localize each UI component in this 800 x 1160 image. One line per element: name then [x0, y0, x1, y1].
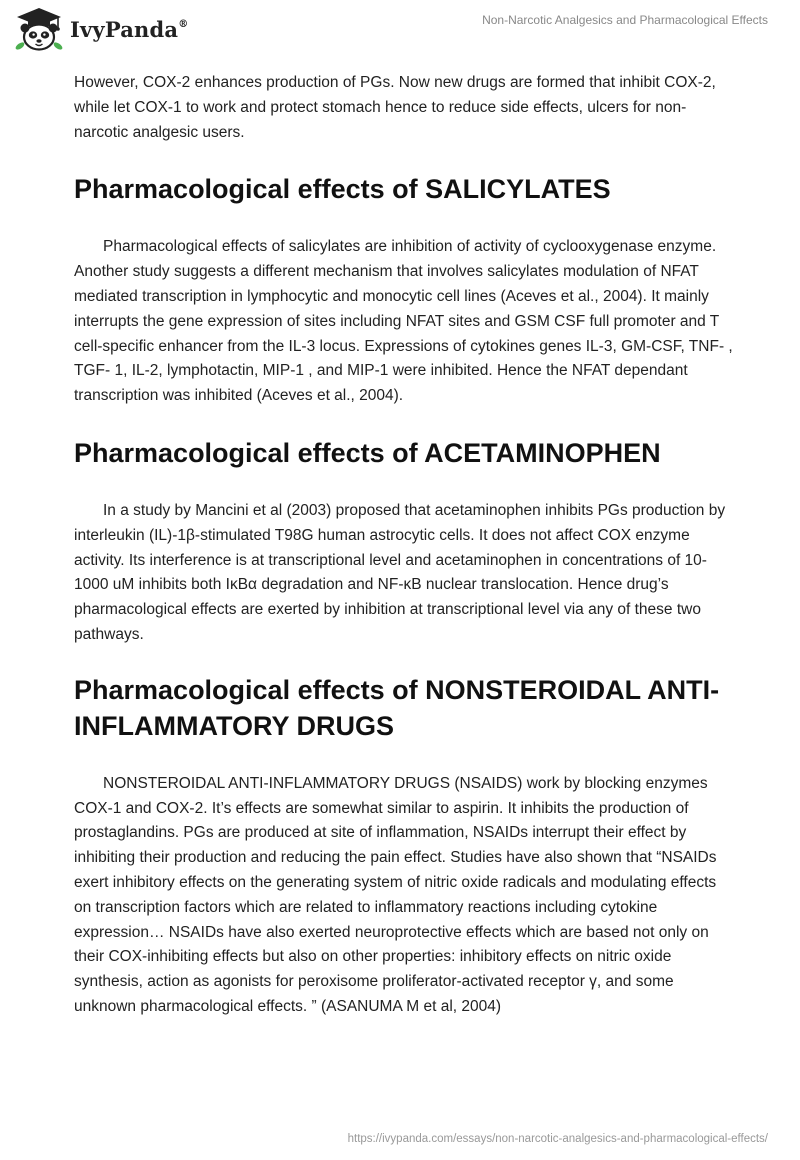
- section-heading-nsaids: Pharmacological effects of NONSTEROIDAL ANTI-INFLAMMATORY DRUGS: [74, 674, 720, 741]
- intro-paragraph: However, COX-2 enhances production of PGs. Now new drugs are formed that inhibit COX-2, while let COX-1 to work and protect stomach hence to reduce side effects, ulcers for non-narcotic analgesic users.: [74, 74, 716, 141]
- document-title: Non-Narcotic Analgesics and Pharmacological Effects: [482, 13, 768, 27]
- section-heading-acetaminophen: Pharmacological effects of ACETAMINOPHEN: [74, 437, 661, 468]
- logo-text: IvyPanda®: [70, 16, 189, 42]
- page-header: [0, 0, 800, 60]
- essay-content: [74, 71, 734, 1020]
- section-body-salicylates: Pharmacological effects of salicylates are inhibition of activity of cyclooxygenase enzyme. Another study suggests a different mechanism that involves salicylates modulation of NFAT mediated transcription in lymphocytic and monocytic cell lines (Aceves et al., 2004). It mainly interrupts the gene expression of sites including NFAT sites and GSM CSF full promoter and T cell-specific enhancer from the IL-3 locus. Expressions of cytokines genes IL-3, GM-CSF, TNF- , TGF- 1, IL-2, lymphotactin, MIP-1 , and MIP-1 were inhibited. Hence the NFAT dependant transcription was inhibited (Aceves et al., 2004).: [74, 238, 733, 405]
- ivypanda-logo[interactable]: [14, 6, 188, 52]
- panda-graduate-icon: [14, 6, 64, 52]
- source-url-link[interactable]: https://ivypanda.com/essays/non-narcotic-analgesics-and-pharmacological-effects/: [347, 1133, 768, 1145]
- section-body-acetaminophen: In a study by Mancini et al (2003) proposed that acetaminophen inhibits PGs production by interleukin (IL)-1β-stimulated T98G human astrocytic cells. It does not affect COX enzyme activity. Its interference is at transcriptional level and acetaminophen in concentrations of 10-1000 uM inhibits both IκBα degradation and NF-κB nuclear translocation. Hence drug’s pharmacological effects are exerted by inhibition at transcriptional level via any of these two pathways.: [74, 501, 726, 643]
- section-heading-salicylates: Pharmacological effects of SALICYLATES: [74, 174, 611, 205]
- section-body-nsaids: NONSTEROIDAL ANTI-INFLAMMATORY DRUGS (NSAIDS) work by blocking enzymes COX-1 and COX-2. It’s effects are somewhat similar to aspirin. It inhibits the production of prostaglandins. PGs are produced at site of inflammation, NSAIDs interrupt their effect by inhibiting their production and reducing the pain effect. Studies have also shown that “NSAIDs exert inhibitory effects on the generating system of nitric oxide radicals and modulating effects on transcription factors which are related to inflammatory reactions including cytokine expression… NSAIDs have also exerted neuroprotective effects which are based not only on their COX-inhibiting effects but also on other properties: inhibitory effects on nitric oxide synthesis, action as agonists for peroxisome proliferator-activated receptor γ, and some unknown pharmacological effects. ” (ASANUMA M et al, 2004): [74, 774, 717, 1015]
